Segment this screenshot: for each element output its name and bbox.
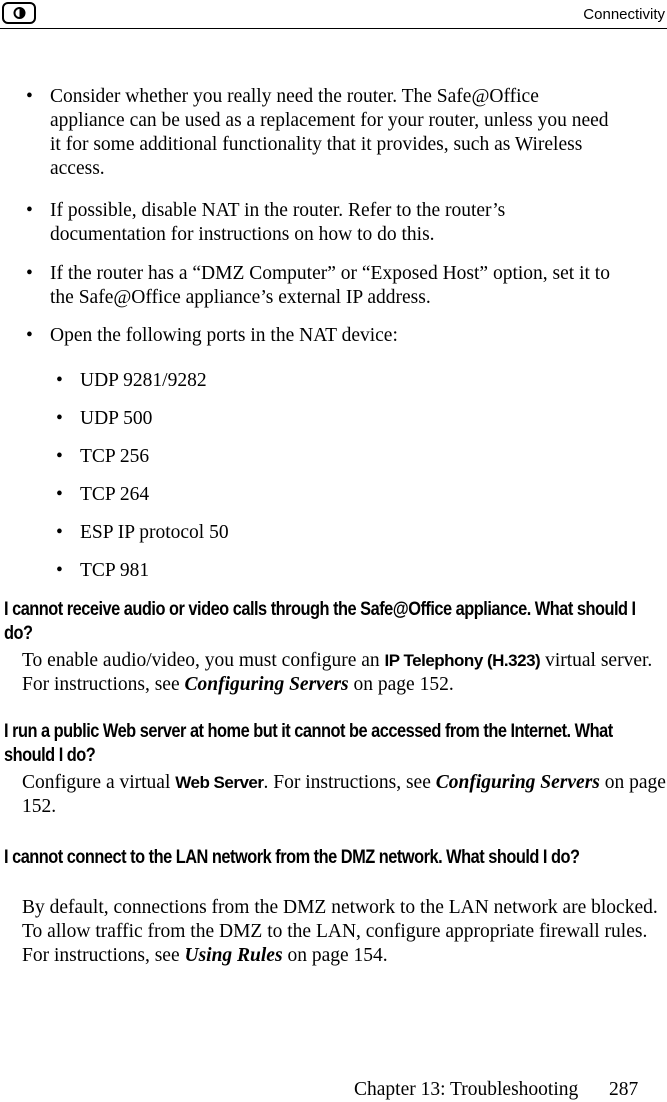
list-item-text: Consider whether you really need the router. The Safe@Office appliance can be used as a replacement for your router, unless you need it for some additional functionality that it provides, such as Wireless access. [50,86,609,179]
bullet-icon: • [56,446,63,467]
port-item [56,521,580,545]
bullet-icon: • [56,560,63,581]
cross-reference-link[interactable]: Configuring Servers [435,772,600,793]
bullet-icon: • [26,86,33,107]
faq-answer [22,771,667,819]
faq-question: I run a public Web server at home but it cannot be accessed from the Internet. What should I do? [4,720,613,766]
list-item-text: If the router has a “DMZ Computer” or “Exposed Host” option, set it to the Safe@Office appliance’s external IP address. [50,263,610,308]
answer-text: on page 154. [282,945,388,966]
port-item [56,483,580,507]
bullet-icon: • [56,484,63,505]
answer-text: . For instructions, see [263,772,436,793]
page-number: 287 [609,1079,639,1100]
answer-text: To enable audio/video, you must configure an [22,650,385,671]
answer-text: on page 152. [22,772,666,817]
answer-text: Configure a virtual [22,772,176,793]
bullet-icon: • [26,263,33,284]
header-divider [0,28,667,29]
faq-question: I cannot receive audio or video calls through the Safe@Office appliance. What should I do? [4,598,636,644]
port-text: UDP 500 [80,408,153,429]
list-item [26,324,610,348]
list-item-text: If possible, disable NAT in the router. Refer to the router’s documentation for instructions on how to do this. [50,200,506,245]
bullet-icon: • [56,408,63,429]
answer-text: on page 152. [348,674,454,695]
bullet-icon: • [56,522,63,543]
list-item [26,85,610,181]
list-item-text: Open the following ports in the NAT device: [50,325,398,346]
list-item [26,262,610,310]
answer-text: virtual server. For instructions, see [22,650,653,695]
bullet-icon: • [26,325,33,346]
ui-term: Web Server [175,773,264,792]
port-item [56,445,580,469]
port-text: UDP 9281/9282 [80,370,207,391]
port-item [56,559,580,583]
footer-chapter: Chapter 13: Troubleshooting [354,1079,579,1100]
port-item [56,407,580,431]
port-text: ESP IP protocol 50 [80,522,229,543]
port-item [56,369,580,393]
bullet-icon: • [56,370,63,391]
bullet-icon: • [26,200,33,221]
cross-reference-link[interactable]: Using Rules [184,945,283,966]
faq-answer [22,649,667,697]
faq-answer [22,896,667,968]
port-text: TCP 256 [80,446,150,467]
header-title: Connectivity [583,6,665,23]
faq-question: I cannot connect to the LAN network from the DMZ network. What should I do? [4,846,580,868]
ui-term: IP Telephony (H.323) [384,651,541,670]
port-text: TCP 981 [80,560,150,581]
answer-text: By default, connections from the DMZ network to the LAN network are blocked. To allow traffic from the DMZ to the LAN, configure appropriate firewall rules. For instructions, see [22,897,658,966]
eye-icon [2,2,36,24]
cross-reference-link[interactable]: Configuring Servers [184,674,349,695]
list-item [26,199,610,247]
port-text: TCP 264 [80,484,150,505]
